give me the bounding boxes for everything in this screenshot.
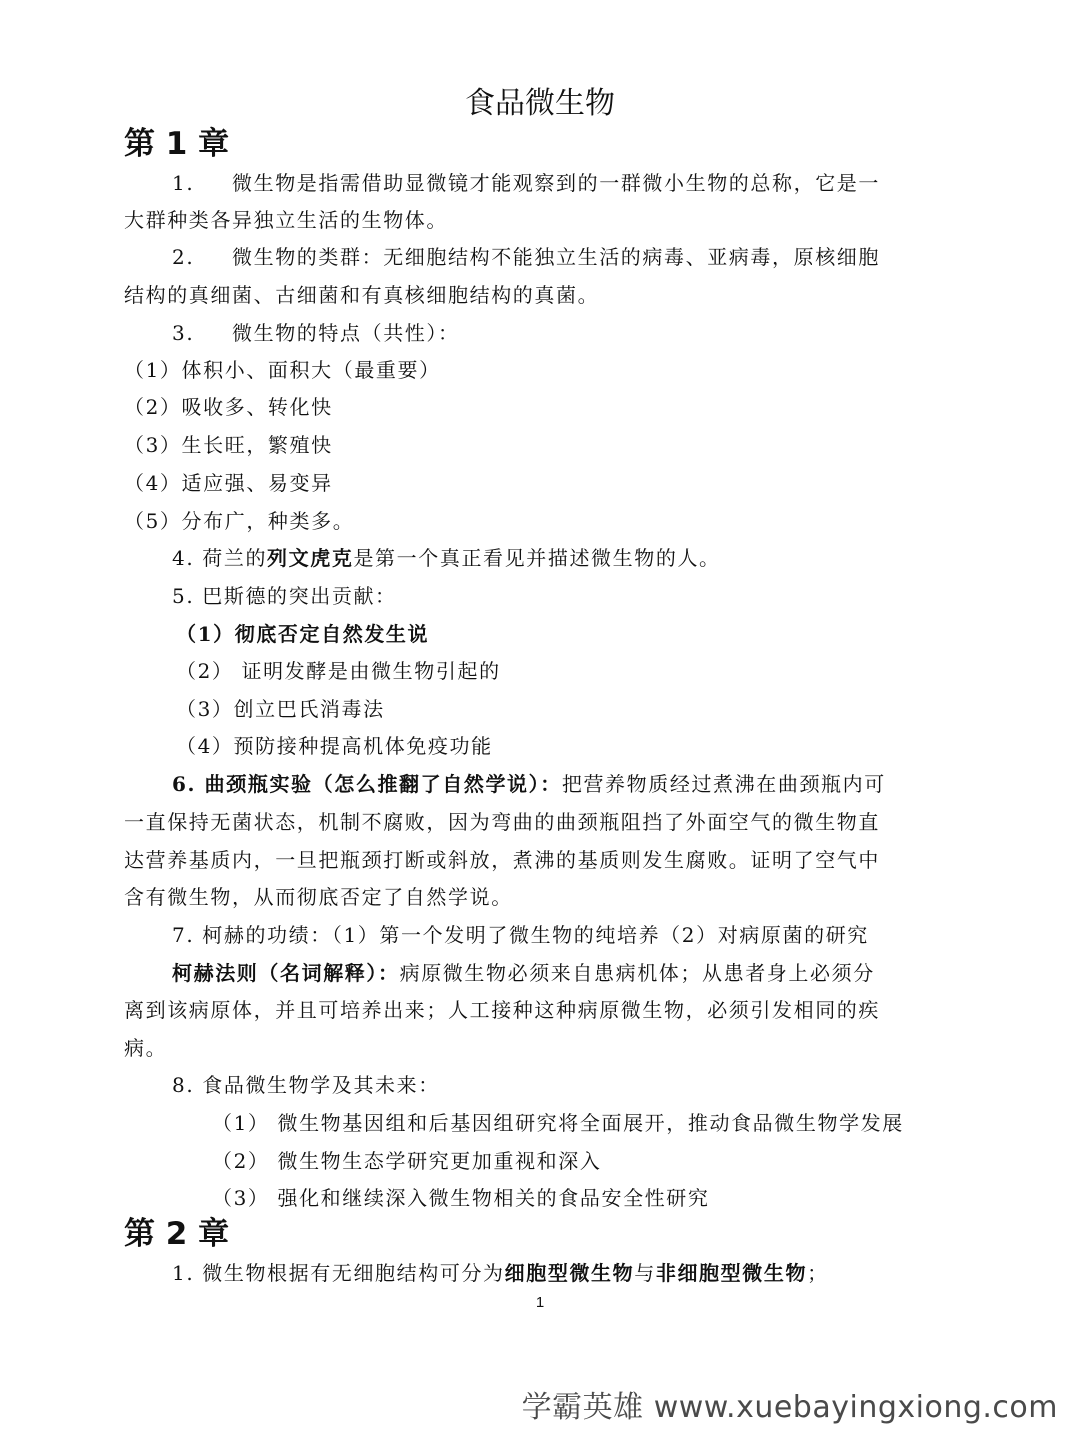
page-number: 1	[535, 1294, 545, 1311]
ch1-koch-law-line3: 病。	[124, 1036, 168, 1060]
site-watermark: 学霸英雄 www.xuebayingxiong.com	[521, 1390, 1058, 1425]
document-title: 食品微生物	[465, 86, 615, 121]
ch1-item3-text: 微生物的特点（共性）：	[232, 321, 460, 345]
ch1-item3-number: 3.	[172, 321, 195, 345]
ch1-item6-line3: 达营养基质内，一旦把瓶颈打断或斜放，煮沸的基质则发生腐败。证明了空气中	[124, 848, 880, 872]
ch1-item3-heading	[172, 318, 460, 348]
ch1-item1-line2: 大群种类各异独立生活的生物体。	[124, 208, 448, 232]
ch1-item4-suffix: 是第一个真正看见并描述微生物的人。	[353, 546, 721, 570]
ch2-item1-cellular: 细胞型微生物	[504, 1261, 635, 1285]
ch1-item2-line2: 结构的真细菌、古细菌和有真核细胞结构的真菌。	[124, 283, 600, 307]
ch1-koch-law-line2: 离到该病原体，并且可培养出来；人工接种这种病原微生物，必须引发相同的疾	[124, 998, 880, 1022]
ch1-item8-point: （2） 微生物生态学研究更加重视和深入	[212, 1149, 602, 1173]
ch2-item1-noncellular: 非细胞型微生物	[655, 1261, 808, 1285]
ch1-koch-law-text: 病原微生物必须来自患病机体；从患者身上必须分	[399, 961, 875, 985]
ch1-item6-text: 把营养物质经过煮沸在曲颈瓶内可	[561, 772, 886, 796]
ch1-item5-point: （1）彻底否定自然发生说	[176, 622, 430, 646]
ch1-item5-heading: 5. 巴斯德的突出贡献：	[172, 584, 397, 608]
ch1-item6-line1	[172, 769, 886, 799]
ch1-item2-number: 2.	[172, 245, 195, 269]
chapter-1-heading: 第 1 章	[124, 126, 230, 162]
ch2-item1-suffix: ；	[807, 1261, 829, 1285]
ch1-item3-point: （3）生长旺，繁殖快	[124, 433, 333, 457]
ch1-item6-line4: 含有微生物，从而彻底否定了自然学说。	[124, 885, 513, 909]
ch1-item3-point: （2）吸收多、转化快	[124, 395, 333, 419]
ch1-item4-prefix: 4. 荷兰的	[172, 546, 268, 570]
ch1-item3-point: （5）分布广，种类多。	[124, 509, 355, 533]
ch1-item4-leeuwenhoek: 列文虎克	[267, 546, 354, 570]
ch1-item6-heading: 6. 曲颈瓶实验（怎么推翻了自然学说）：	[172, 772, 562, 796]
ch1-item6-line2: 一直保持无菌状态，机制不腐败，因为弯曲的曲颈瓶阻挡了外面空气的微生物直	[124, 810, 880, 834]
ch1-item8-point: （1） 微生物基因组和后基因组研究将全面展开，推动食品微生物学发展	[212, 1111, 904, 1135]
ch1-item5-point: （3）创立巴氏消毒法	[176, 697, 385, 721]
ch1-item2-text: 微生物的类群：无细胞结构不能独立生活的病毒、亚病毒，原核细胞	[232, 245, 880, 269]
ch1-item1-number: 1.	[172, 171, 195, 195]
ch1-item5-point: （2） 证明发酵是由微生物引起的	[176, 659, 501, 683]
ch2-item1-middle: 与	[634, 1261, 656, 1285]
ch1-koch-law-term: 柯赫法则（名词解释）：	[172, 961, 400, 985]
ch1-item7-heading: 7. 柯赫的功绩：（1）第一个发明了微生物的纯培养（2）对病原菌的研究	[172, 923, 869, 947]
ch1-item5-point: （4）预防接种提高机体免疫功能	[176, 734, 493, 758]
ch1-item3-point: （1）体积小、面积大（最重要）	[124, 358, 441, 382]
ch1-item2-line1	[172, 242, 880, 272]
ch1-item8-point: （3） 强化和继续深入微生物相关的食品安全性研究	[212, 1186, 710, 1210]
ch1-item3-point: （4）适应强、易变异	[124, 471, 333, 495]
ch1-item4	[172, 543, 721, 573]
ch2-item1	[172, 1258, 829, 1288]
ch1-item1-text: 微生物是指需借助显微镜才能观察到的一群微小生物的总称，它是一	[232, 171, 880, 195]
ch2-item1-prefix: 1. 微生物根据有无细胞结构可分为	[172, 1261, 505, 1285]
ch1-item1-line1	[172, 168, 880, 198]
chapter-2-heading: 第 2 章	[124, 1216, 230, 1252]
ch1-koch-law-line1	[172, 958, 875, 988]
ch1-item8-heading: 8. 食品微生物学及其未来：	[172, 1073, 440, 1097]
